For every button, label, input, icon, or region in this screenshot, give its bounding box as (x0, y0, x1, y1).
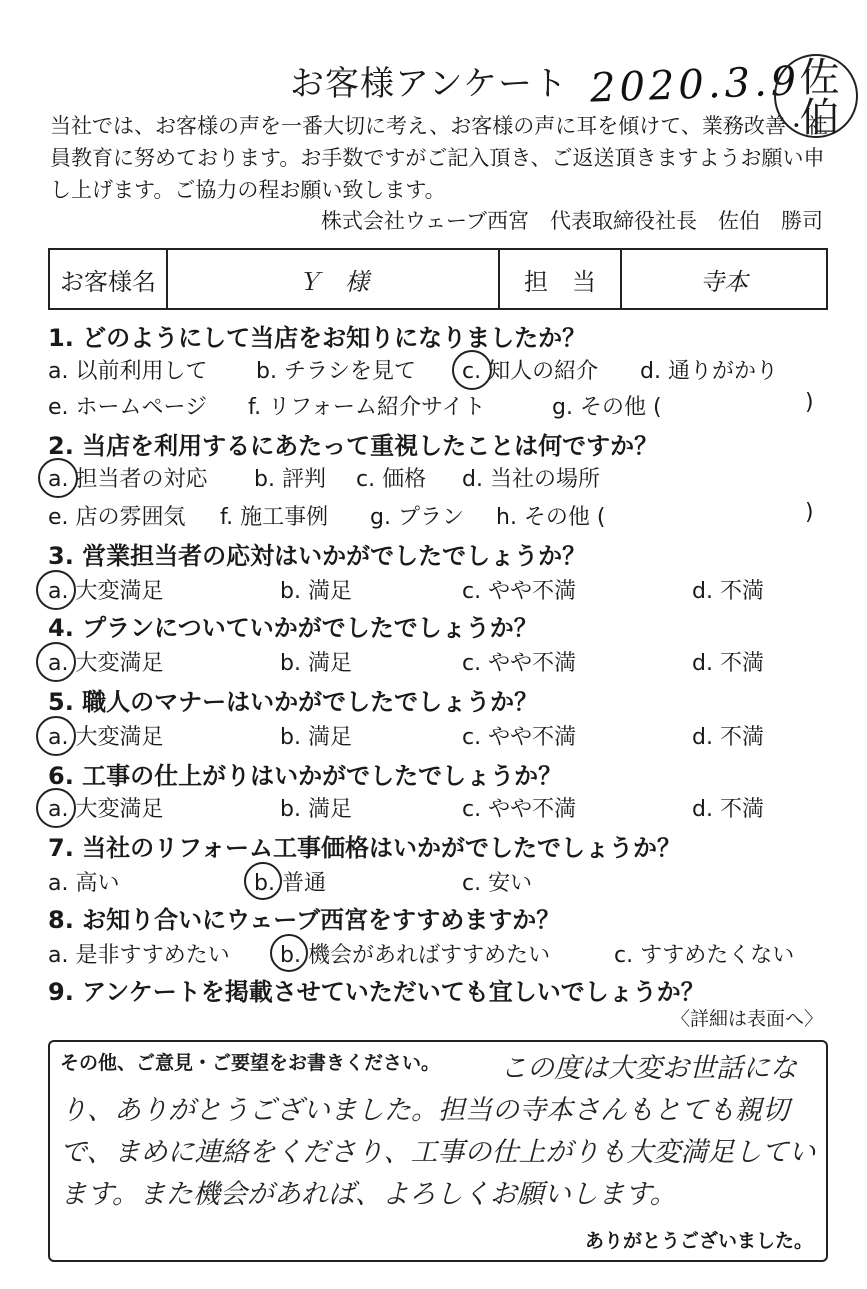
q1-option-g-close: ) (805, 390, 814, 415)
question-5: 5. 職人のマナーはいかがでしたでしょうか？ (48, 688, 539, 716)
q3-option-d: d. 不満 (692, 579, 764, 604)
q1-option-c: c. 知人の紹介 (462, 359, 599, 384)
question-9: 9. アンケートを掲載させていただいても宜しいでしょうか？ (48, 978, 705, 1006)
question-7: 7. 当社のリフォーム工事価格はいかがでしたでしょうか？ (48, 834, 681, 862)
q2-option-g: g. プラン (370, 505, 464, 530)
question-6: 6. 工事の仕上がりはいかがでしたでしょうか？ (48, 762, 563, 790)
q8-option-a: a. 是非すすめたい (48, 943, 230, 968)
q3-option-b: b. 満足 (280, 579, 352, 604)
q8-option-c: c. すすめたくない (614, 943, 795, 968)
q2-option-h-close: ) (805, 500, 814, 525)
q1-option-a: a. 以前利用して (48, 359, 208, 384)
q2-option-e: e. 店の雰囲気 (48, 505, 186, 530)
seal-text: 佐伯 (793, 56, 839, 136)
selected-circle-mark (36, 642, 76, 682)
q6-option-a: a. 大変満足 (48, 797, 164, 822)
q5-option-a: a. 大変満足 (48, 725, 164, 750)
q1-option-e: e. ホームページ (48, 395, 208, 420)
selected-circle-mark (36, 570, 76, 610)
q2-option-h: h. その他 ( (496, 505, 606, 530)
survey-title: お客様アンケート (290, 64, 568, 104)
selected-circle-mark (38, 458, 78, 498)
selected-circle-mark (452, 350, 492, 390)
comments-label: その他、ご意見・ご要望をお書きください。 (60, 1052, 441, 1074)
customer-name-value: Ｙ 様 (168, 250, 500, 308)
staff-label: 担 当 (500, 250, 622, 308)
q7-option-a: a. 高い (48, 871, 120, 896)
q2-option-b: b. 評判 (254, 467, 326, 492)
q2-option-f: f. 施工事例 (220, 505, 329, 530)
q4-option-c: c. やや不満 (462, 651, 577, 676)
q5-option-d: d. 不満 (692, 725, 764, 750)
company-signature-line: 株式会社ウェーブ西宮 代表取締役社長 佐伯 勝司 (320, 209, 823, 233)
q2-option-c: c. 価格 (356, 467, 427, 492)
q6-option-d: d. 不満 (692, 797, 764, 822)
q7-option-c: c. 安い (462, 871, 533, 896)
handwritten-comment: この度は大変お世話になり、ありがとうございました。担当の寺本さんもとても親切で、まめに連絡をくださり、工事の仕上がりも大変満足しています。また機会があれば、よろしくお願いします。 (60, 1053, 816, 1210)
question-1: 1. どのようにして当店をお知りになりましたか？ (48, 324, 587, 352)
q1-option-d: d. 通りがかり (640, 359, 778, 384)
q4-option-a: a. 大変満足 (48, 651, 164, 676)
q3-option-c: c. やや不満 (462, 579, 577, 604)
customer-name-label: お客様名 (50, 250, 168, 308)
q2-option-d: d. 当社の場所 (462, 467, 600, 492)
handwritten-date: 2020.3.9 (589, 58, 801, 112)
question-4: 4. プランについていかがでしたでしょうか？ (48, 614, 538, 642)
q1-option-b: b. チラシを見て (256, 359, 416, 384)
q6-option-b: b. 満足 (280, 797, 352, 822)
q2-option-a: a. 担当者の対応 (48, 467, 208, 492)
q3-option-a: a. 大変満足 (48, 579, 164, 604)
q6-option-c: c. やや不満 (462, 797, 577, 822)
question-8: 8. お知り合いにウェーブ西宮をすすめますか？ (48, 906, 561, 934)
q5-option-b: b. 満足 (280, 725, 352, 750)
selected-circle-mark (270, 934, 308, 972)
q4-option-b: b. 満足 (280, 651, 352, 676)
q1-option-f: f. リフォーム紹介サイト (248, 395, 486, 420)
see-front-note: 〈詳細は表面へ〉 (670, 1008, 823, 1030)
selected-circle-mark (244, 862, 282, 900)
intro-paragraph: 当社では、お客様の声を一番大切に考え、お客様の声に耳を傾けて、業務改善・社員教育に努めております。お手数ですがご記入頂き、ご返送頂きますようお願い申し上げます。ご協力の程お願い致します。 (50, 114, 828, 202)
q8-option-b: b. 機会があればすすめたい (280, 943, 551, 968)
q4-option-d: d. 不満 (692, 651, 764, 676)
thanks-text: ありがとうございました。 (584, 1230, 813, 1252)
customer-name-table (48, 248, 828, 310)
selected-circle-mark (36, 716, 76, 756)
q5-option-c: c. やや不満 (462, 725, 577, 750)
question-2: 2. 当店を利用するにあたって重視したことは何ですか？ (48, 432, 659, 460)
q1-option-g: g. その他 ( (552, 395, 662, 420)
question-3: 3. 営業担当者の応対はいかがでしたでしょうか？ (48, 542, 587, 570)
selected-circle-mark (36, 788, 76, 828)
q7-option-b: b. 普通 (254, 871, 326, 896)
staff-value: 寺本 (700, 267, 748, 296)
